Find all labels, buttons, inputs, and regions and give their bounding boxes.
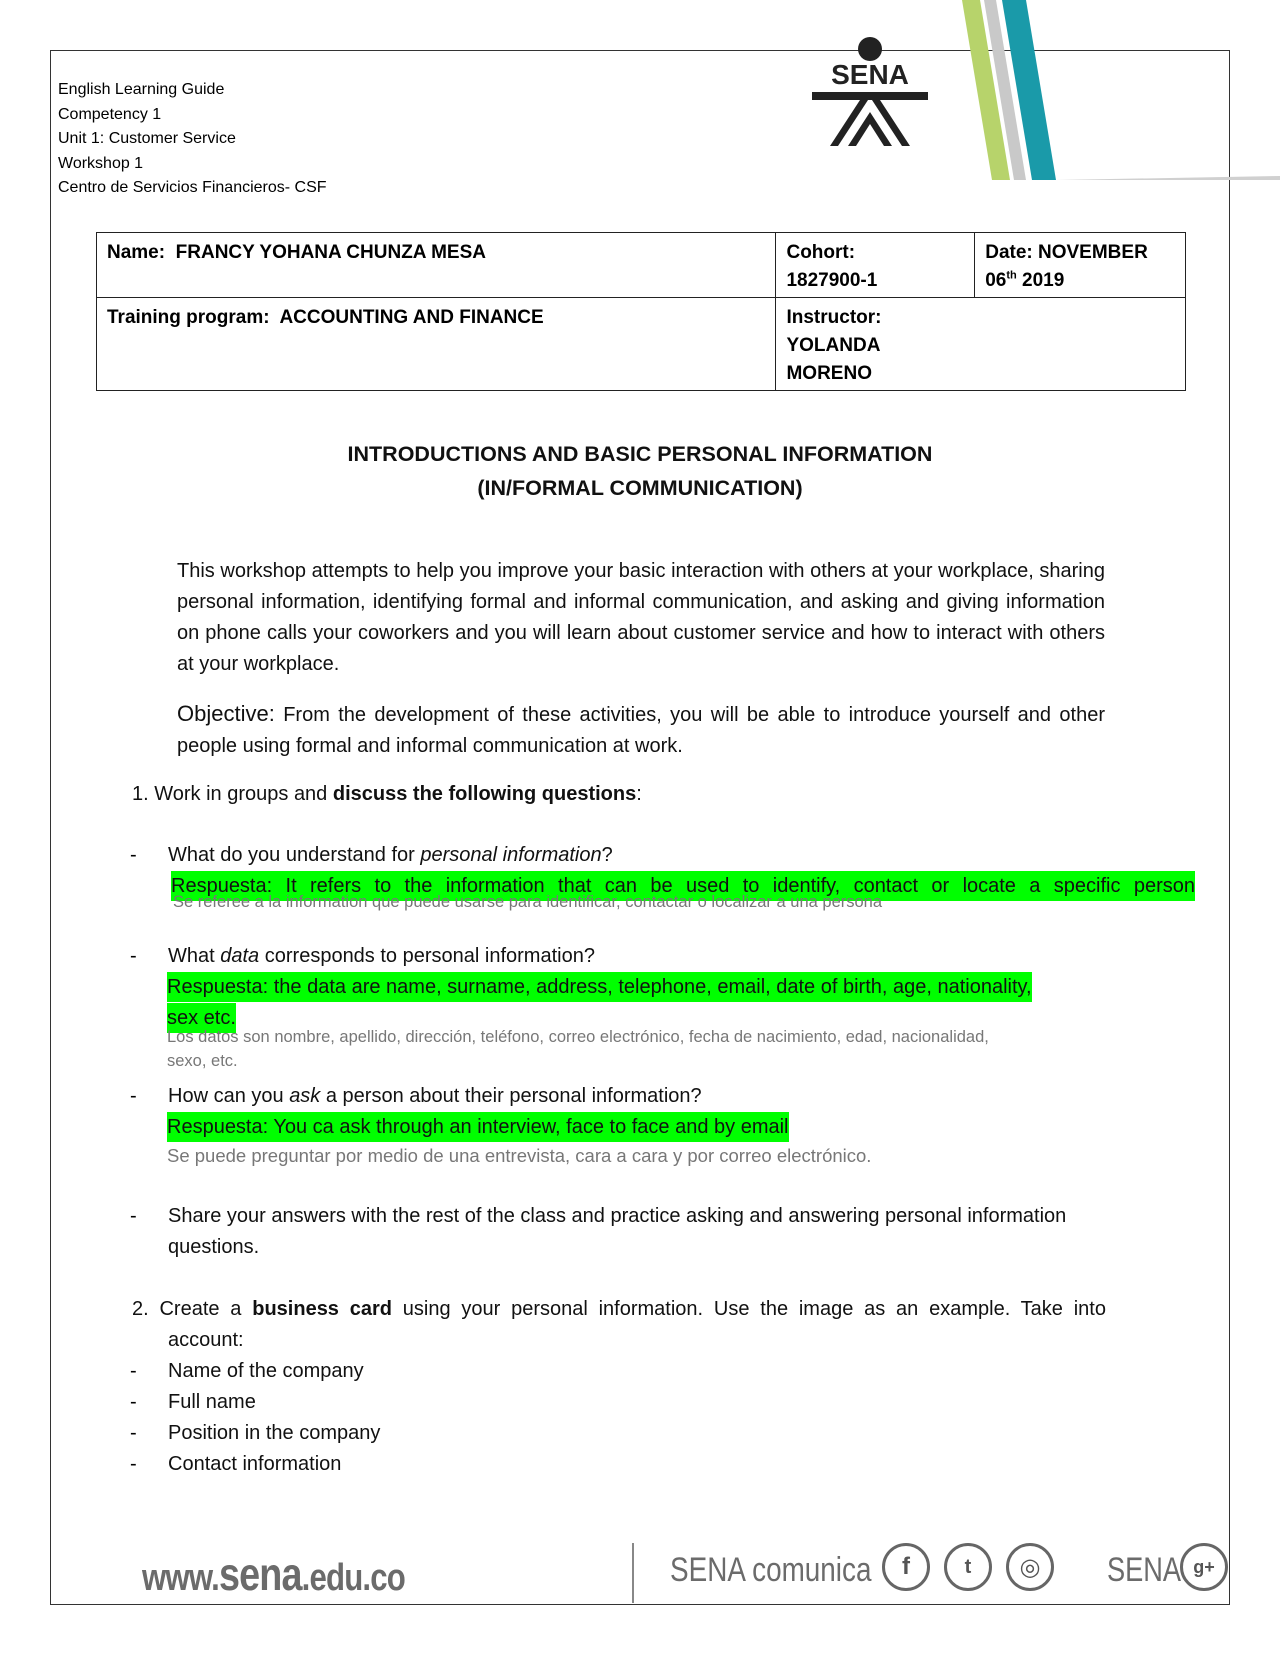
question-2: What data corresponds to personal information? — [168, 945, 595, 967]
name-value: FRANCY YOHANA CHUNZA MESA — [175, 242, 486, 263]
instructor-cell — [776, 298, 975, 391]
instagram-icon[interactable]: ◎ — [1006, 1543, 1054, 1591]
program-value: ACCOUNTING AND FINANCE — [279, 307, 544, 328]
list-item: Full name — [168, 1391, 256, 1413]
page-footer — [0, 1525, 1280, 1605]
cohort-label: Cohort: — [786, 242, 856, 263]
twitter-icon[interactable]: t — [944, 1543, 992, 1591]
intro-paragraph: This workshop attempts to help you improve your basic interaction with others at your workplace, sharing personal information, identifying formal and informal communication, and asking and giving information on phone calls your coworkers and you will learn about customer service and how to interact with others at your workplace. — [177, 560, 1105, 675]
bullet-dash: - — [130, 1453, 137, 1475]
empty-cell — [975, 298, 1186, 391]
header-line: English Learning Guide — [58, 81, 225, 98]
header-line: Competency 1 — [58, 105, 162, 123]
footer-url[interactable]: www.sena.edu.co — [142, 1548, 405, 1600]
objective-label: Objective: — [177, 701, 275, 726]
program-label: Training program: — [107, 307, 270, 328]
name-label: Name: — [107, 242, 166, 263]
objective-paragraph — [177, 698, 1105, 762]
facebook-icon[interactable]: f — [882, 1543, 930, 1591]
header-line: Centro de Servicios Financieros- CSF — [58, 179, 327, 196]
task-2-heading: 2. Create a business card using your personal information. Use the image as an example. Take into — [132, 1298, 1106, 1320]
instructor-last-name: MORENO — [786, 363, 872, 384]
logo-text: SENA — [831, 59, 909, 90]
translation-2-line-2: sexo, etc. — [167, 1052, 238, 1070]
list-item: Position in the company — [168, 1422, 381, 1444]
bullet-dash: - — [130, 1391, 137, 1413]
date-label: Date: NOVEMBER — [985, 242, 1148, 263]
translation-2-line-1: Los datos son nombre, apellido, dirección, teléfono, correo electrónico, fecha de nacimiento, edad, nacionalidad, — [167, 1028, 989, 1046]
translation-3: Se puede preguntar por medio de una entrevista, cara a cara y por correo electrónico. — [167, 1145, 872, 1166]
bullet-dash: - — [130, 1205, 137, 1227]
google-plus-icon[interactable]: g+ — [1180, 1543, 1228, 1591]
list-item: Name of the company — [168, 1360, 364, 1382]
list-item: Contact information — [168, 1453, 342, 1475]
cohort-cell — [776, 233, 975, 298]
header-line: Workshop 1 — [58, 154, 144, 172]
translation-1: Se referee a la information que puede usarse para identificar, contactar o localizar a una persona — [173, 893, 883, 911]
title-line-1: INTRODUCTIONS AND BASIC PERSONAL INFORMATION — [347, 442, 933, 466]
question-1: What do you understand for personal information? — [168, 844, 613, 866]
title-line-2: (IN/FORMAL COMMUNICATION) — [477, 476, 803, 500]
bullet-dash: - — [130, 1422, 137, 1444]
share-line-2: questions. — [168, 1236, 260, 1258]
answer-3: Respuesta: You ca ask through an interview, face to face and by email — [167, 1112, 789, 1142]
date-cell — [975, 233, 1186, 298]
header-line: Unit 1: Customer Service — [58, 130, 236, 147]
task-1-heading: 1. Work in groups and discuss the following questions: — [132, 783, 642, 805]
document-header — [58, 78, 327, 201]
bullet-dash: - — [130, 1360, 137, 1382]
program-cell — [97, 298, 776, 391]
page-title — [0, 437, 1280, 505]
bullet-dash: - — [130, 945, 137, 967]
info-table — [96, 232, 1186, 391]
objective-text: From the development of these activities, you will be able to introduce yourself and other people using formal and informal communication at work. — [177, 704, 1105, 757]
date-value: 06th 2019 — [985, 269, 1065, 291]
instructor-label: Instructor: — [786, 307, 882, 328]
task-2-line-2: account: — [168, 1329, 244, 1351]
answer-2-line-1: Respuesta: the data are name, surname, address, telephone, email, date of birth, age, nationality, — [167, 972, 1032, 1002]
cohort-value: 1827900-1 — [786, 270, 878, 291]
name-cell — [97, 233, 776, 298]
footer-sena-comunica: SENA comunica — [670, 1551, 872, 1589]
footer-sena: SENA — [1107, 1551, 1182, 1589]
share-line-1: Share your answers with the rest of the class and practice asking and answering personal information — [168, 1205, 1067, 1227]
instructor-first-name: YOLANDA — [786, 335, 881, 356]
answer-1: Respuesta: It refers to the information that can be used to identify, contact or locate a specific person — [171, 871, 1195, 901]
sena-logo — [800, 34, 940, 154]
bullet-dash: - — [130, 844, 137, 866]
decorative-stripes — [960, 0, 1280, 180]
footer-divider — [632, 1543, 634, 1603]
bullet-dash: - — [130, 1085, 137, 1107]
question-3: How can you ask a person about their personal information? — [168, 1085, 702, 1107]
answer-2-line-2: sex etc. — [167, 1003, 236, 1033]
